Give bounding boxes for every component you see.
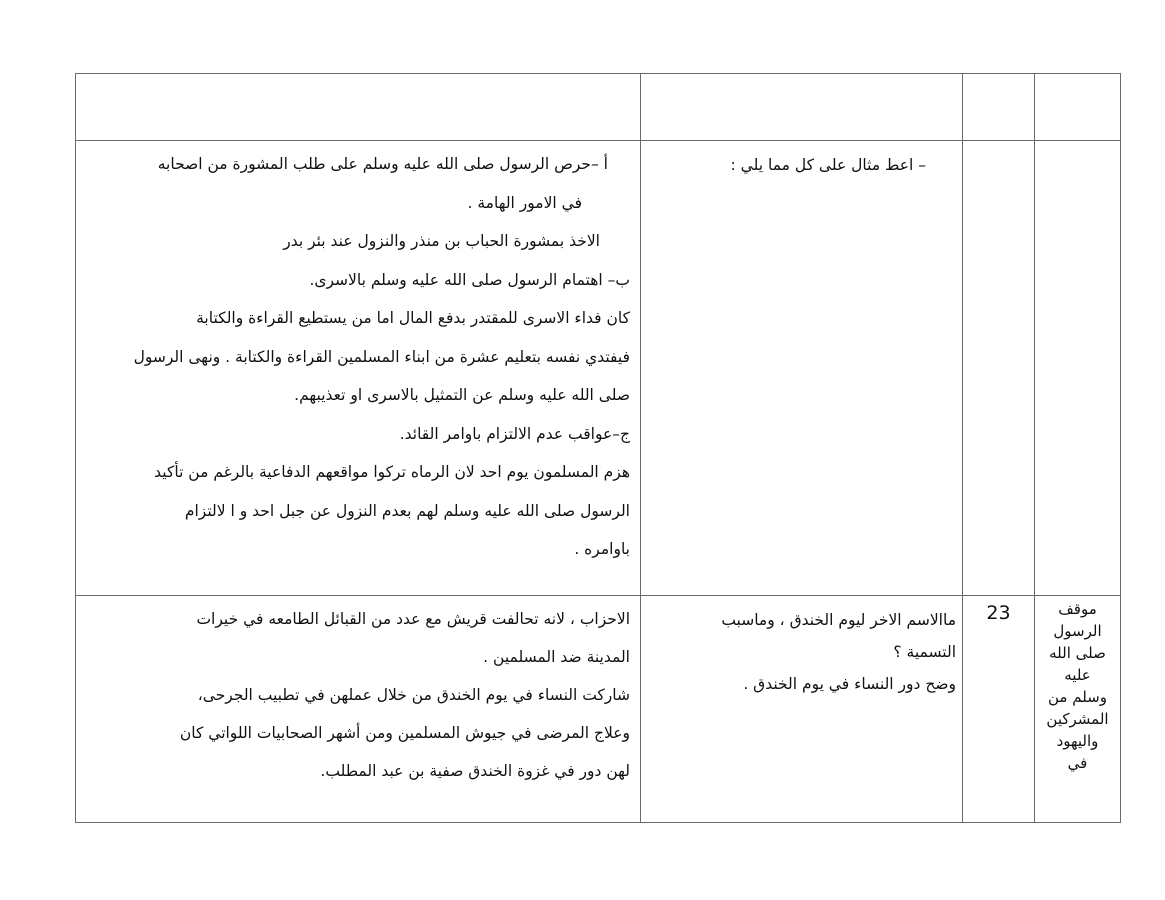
topic-line: موقف [1058, 600, 1097, 618]
answer-line: وعلاج المرضى في جيوش المسلمين ومن أشهر الصحابيات اللواتي كان [179, 724, 630, 742]
topic-line: صلى الله [1049, 644, 1106, 662]
topic-line: عليه [1064, 666, 1091, 684]
question-cell [641, 74, 963, 141]
table-row [76, 74, 1121, 141]
lesson-table [75, 73, 1121, 823]
answer-cell [76, 74, 641, 141]
answer-line: فيفتدي نفسه بتعليم عشرة من ابناء المسلمين القراءة والكتابة . ونهى الرسول [133, 347, 630, 366]
topic-line: واليهود [1056, 732, 1099, 750]
answer-line: في الامور الهامة . [467, 193, 582, 212]
question-line: ماالاسم الاخر ليوم الخندق ، وماسبب [721, 611, 956, 629]
answer-line: الاخذ بمشورة الحباب بن منذر والنزول عند بئر بدر [283, 232, 600, 250]
topic-line: في [1067, 754, 1088, 772]
topic-cell [1035, 141, 1121, 596]
answer-line: كان فداء الاسرى للمقتدر بدفع المال اما من يستطيع القراءة والكتابة [196, 309, 630, 327]
topic-line: الرسول [1053, 622, 1102, 640]
answer-line: الرسول صلى الله عليه وسلم لهم بعدم النزول عن جبل احد و ا لالتزام [184, 501, 630, 520]
number-cell [963, 141, 1035, 596]
question-line: وضح دور النساء في يوم الخندق . [743, 675, 956, 693]
question-cell [641, 596, 963, 823]
answer-line: الاحزاب ، لانه تحالفت قريش مع عدد من القبائل الطامعه في خيرات [196, 610, 630, 628]
answer-line: باوامره . [574, 540, 630, 558]
answer-line: ب– اهتمام الرسول صلى الله عليه وسلم بالاسرى. [309, 270, 630, 289]
question-line: – اعط مثال على كل مما يلي : [730, 156, 926, 174]
question-line: التسمية ؟ [893, 643, 956, 661]
table-row [76, 141, 1121, 596]
answer-line: لهن دور في غزوة الخندق صفية بن عبد المطلب. [320, 762, 630, 780]
topic-cell [1035, 596, 1121, 823]
number-cell [963, 596, 1035, 823]
question-number: 23 [986, 602, 1011, 624]
answer-line: المدينة ضد المسلمين . [483, 648, 630, 666]
answer-cell [76, 596, 641, 823]
answer-line: هزم المسلمون يوم احد لان الرماه تركوا مواقعهم الدفاعية بالرغم من تأكيد [154, 463, 630, 481]
answer-line: شاركت النساء في يوم الخندق من خلال عملهن في تطبيب الجرحى، [197, 686, 630, 704]
answer-cell [76, 141, 641, 596]
topic-line: المشركين [1046, 710, 1109, 728]
number-cell [963, 74, 1035, 141]
topic-line: وسلم من [1048, 688, 1107, 706]
answer-line: ج–عواقب عدم الالتزام باوامر القائد. [399, 424, 630, 443]
question-cell [641, 141, 963, 596]
topic-cell [1035, 74, 1121, 141]
answer-line: صلى الله عليه وسلم عن التمثيل بالاسرى او تعذيبهم. [294, 386, 630, 404]
table-row [76, 596, 1121, 823]
answer-line: أ –حرص الرسول صلى الله عليه وسلم على طلب المشورة من اصحابه [157, 155, 608, 173]
